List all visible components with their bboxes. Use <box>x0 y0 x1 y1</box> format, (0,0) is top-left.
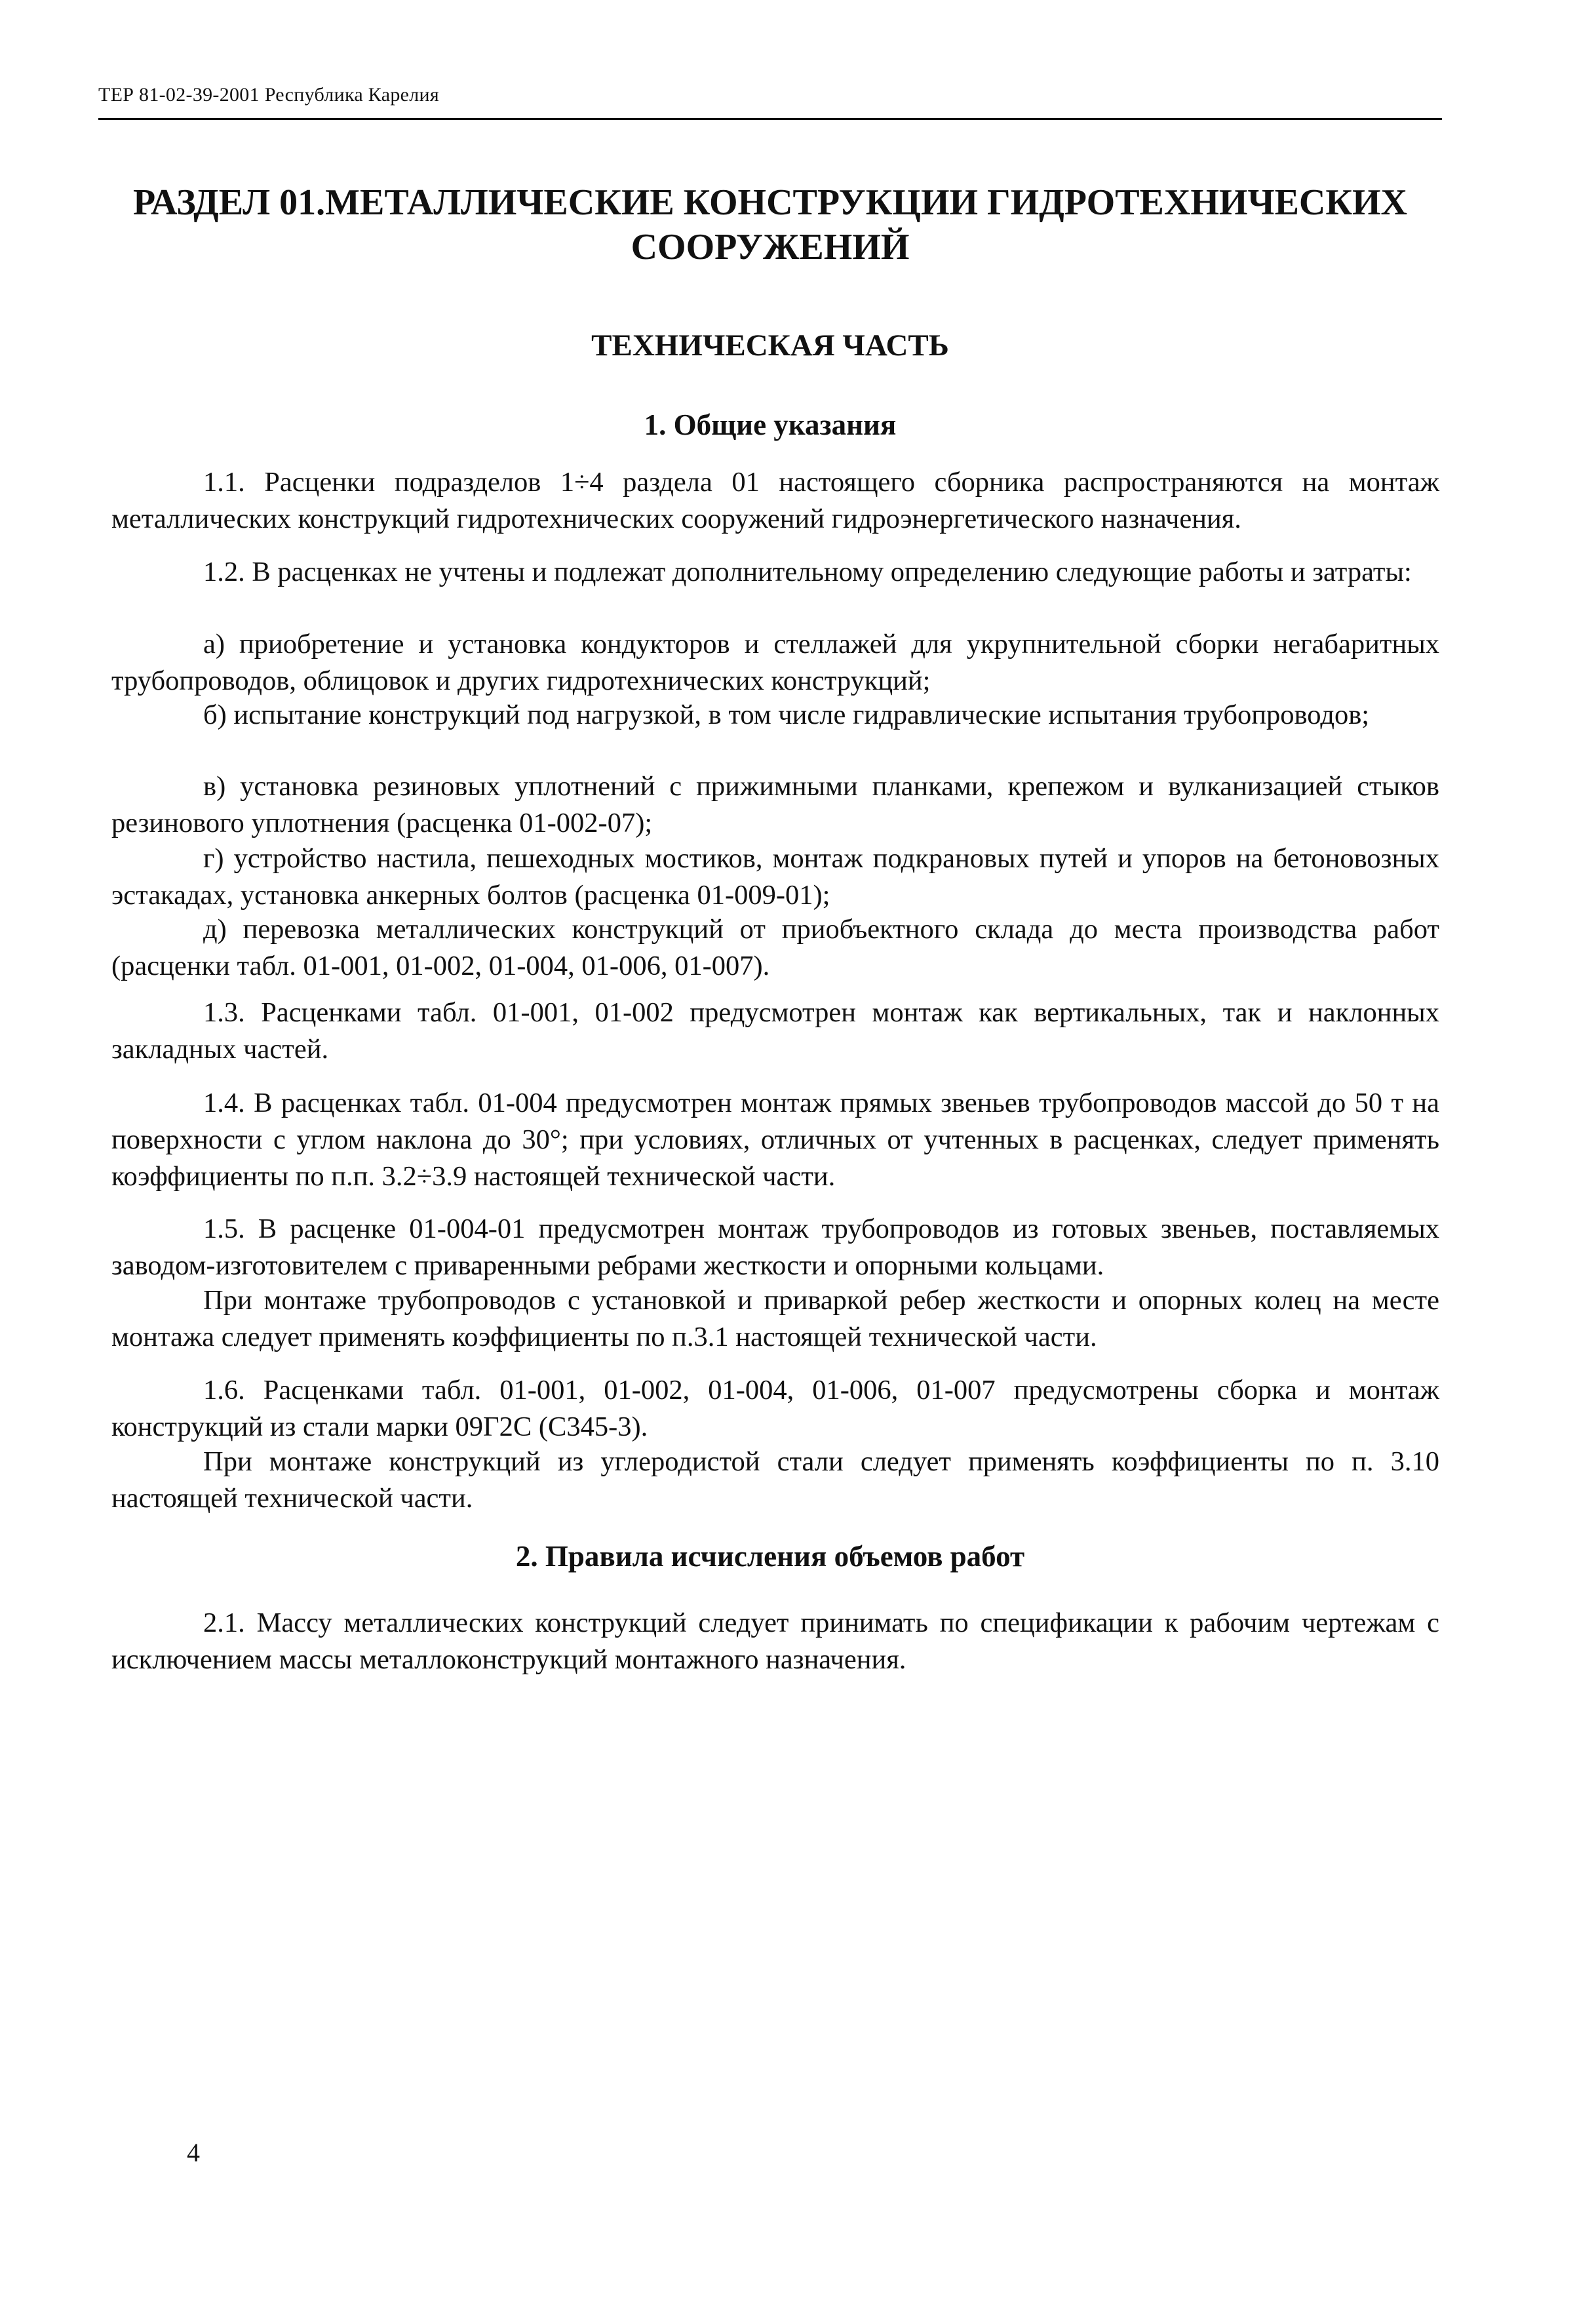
header-divider <box>98 118 1442 120</box>
list-item-a: а) приобретение и установка кондукторов и стеллажей для укрупнительной сборки негабаритных трубопроводов, облицовок и других гидротехнических конструкций; <box>111 629 1439 696</box>
list-item-d: д) перевозка металлических конструкций от приобъектного склада до места производства работ (расценки табл. 01-001, 01-002, 01-004, 01-006, 01-007). <box>111 914 1439 981</box>
paragraph-1-3: 1.3. Расценками табл. 01-001, 01-002 предусмотрен монтаж как вертикальных, так и наклонных закладных частей. <box>111 997 1439 1065</box>
running-header: ТЕР 81-02-39-2001 Республика Карелия <box>98 84 439 106</box>
paragraph-1-6-continued: При монтаже конструкций из углеродистой стали следует применять коэффициенты по п. 3.10 настоящей технической части. <box>111 1446 1439 1514</box>
section-title <box>98 180 1442 269</box>
paragraph-1-5: 1.5. В расценке 01-004-01 предусмотрен монтаж трубопроводов из готовых звеньев, поставляемых заводом-изготовителем с приваренными ребрами жесткости и опорными кольцами. <box>111 1213 1439 1281</box>
section-title-line-1: РАЗДЕЛ 01.МЕТАЛЛИЧЕСКИЕ КОНСТРУКЦИИ ГИДРОТЕХНИЧЕСКИХ <box>133 182 1407 223</box>
paragraph-1-4: 1.4. В расценках табл. 01-004 предусмотрен монтаж прямых звеньев трубопроводов массой до 50 т на поверхности с углом наклона до 30°; при условиях, отличных от учтенных в расценках, следует применять коэффициенты по п.п. 3.2÷3.9 настоящей технической части. <box>111 1088 1439 1192</box>
list-item-g: г) устройство настила, пешеходных мостиков, монтаж подкрановых путей и упоров на бетоновозных эстакадах, установка анкерных болтов (расценка 01-009-01); <box>111 843 1439 911</box>
paragraph-1-2: 1.2. В расценках не учтены и подлежат дополнительному определению следующие работы и затраты: <box>203 557 1412 587</box>
general-heading: 1. Общие указания <box>644 408 897 441</box>
rules-heading: 2. Правила исчисления объемов работ <box>515 1540 1025 1573</box>
list-item-v: в) установка резиновых уплотнений с прижимными планками, крепежом и вулканизацией стыков резинового уплотнения (расценка 01-002-07); <box>111 771 1439 838</box>
paragraph-1-6: 1.6. Расценками табл. 01-001, 01-002, 01-004, 01-006, 01-007 предусмотрены сборка и монтаж конструкций из стали марки 09Г2С (С345-3). <box>111 1375 1439 1442</box>
technical-part-title: ТЕХНИЧЕСКАЯ ЧАСТЬ <box>591 328 949 363</box>
section-title-line-2: СООРУЖЕНИЙ <box>631 227 910 267</box>
paragraph-1-1: 1.1. Расценки подразделов 1÷4 раздела 01 настоящего сборника распространяются на монтаж металлических конструкций гидротехнических сооружений гидроэнергетического назначения. <box>111 467 1439 534</box>
paragraph-2-1: 2.1. Массу металлических конструкций следует принимать по спецификации к рабочим чертежам с исключением массы металлоконструкций монтажного назначения. <box>111 1607 1439 1675</box>
page-number: 4 <box>187 2138 200 2167</box>
list-item-b: б) испытание конструкций под нагрузкой, в том числе гидравлические испытания трубопроводов; <box>203 699 1370 730</box>
paragraph-1-5-continued: При монтаже трубопроводов с установкой и приваркой ребер жесткости и опорных колец на месте монтажа следует применять коэффициенты по п.3.1 настоящей технической части. <box>111 1285 1439 1352</box>
